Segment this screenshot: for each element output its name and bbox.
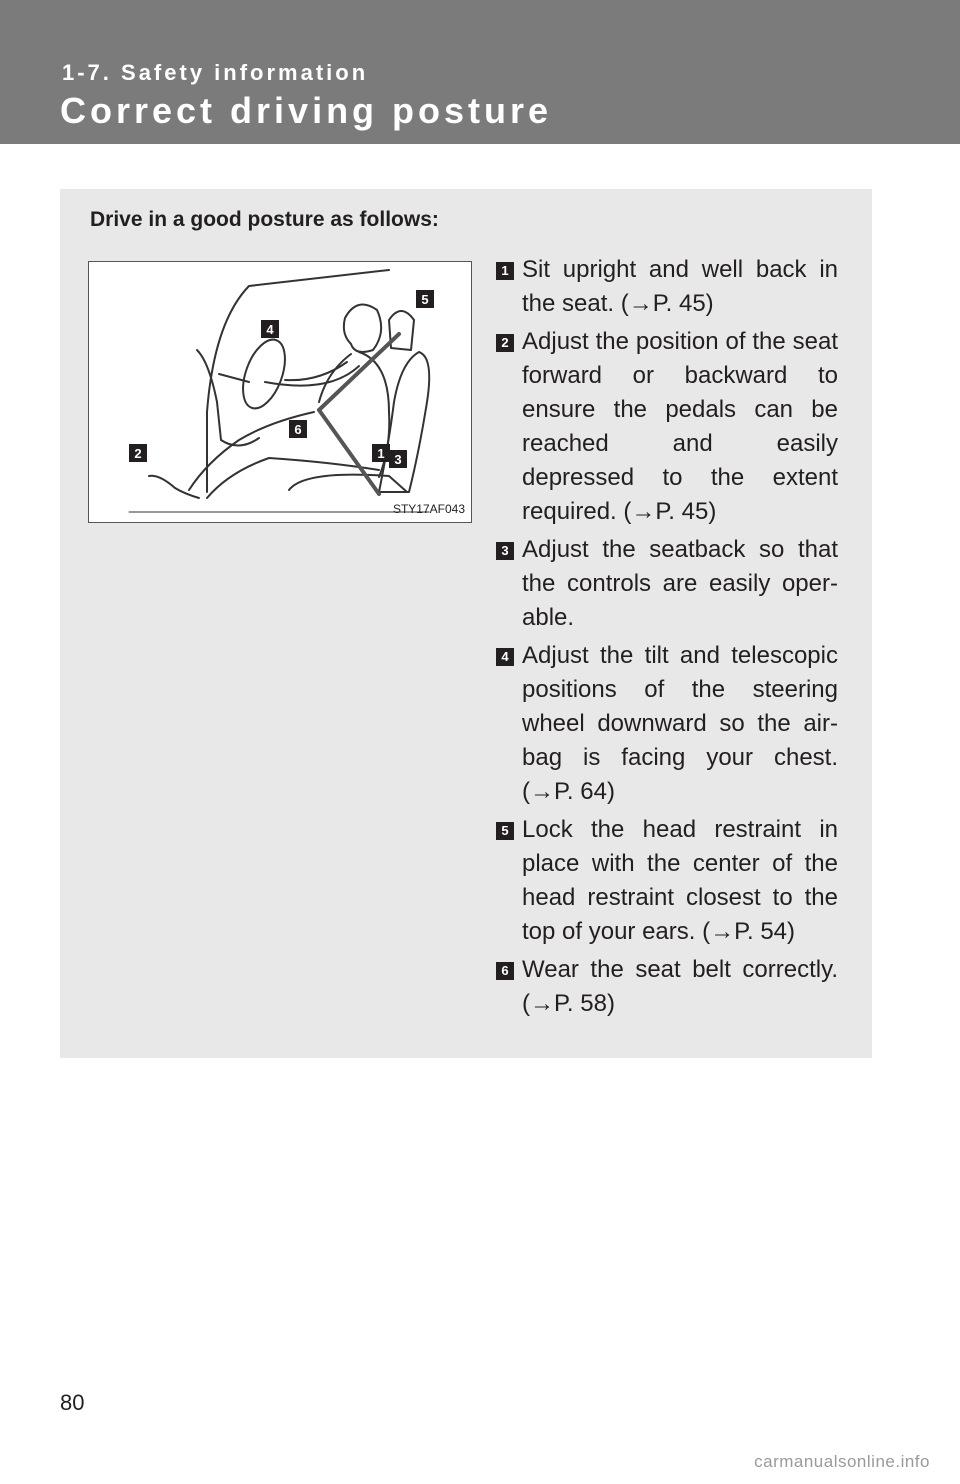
page-number: 80 (60, 1390, 85, 1415)
step-2 (496, 325, 838, 529)
watermark: carmanualsonline.info (754, 1452, 930, 1471)
figure-code: STY17AF043 (392, 502, 465, 516)
callout-3: 3 (394, 452, 402, 467)
step-text-2: Adjust the position of the seat forward or backward to ensure the pedals can be reached and easily depressed to the extent required. (→P. 45) (522, 328, 838, 525)
callout-6: 6 (294, 422, 302, 437)
step-1 (496, 253, 838, 321)
callout-2: 2 (134, 446, 142, 461)
step-number-2: 2 (496, 334, 514, 352)
content-panel (60, 189, 872, 1058)
section-label: 1-7. Safety information (62, 60, 369, 85)
step-text-1: Sit upright and well back in the seat. (→P. 45) (522, 256, 838, 317)
step-5 (496, 813, 838, 949)
callout-4: 4 (266, 322, 274, 337)
step-text-6: Wear the seat belt correctly. (→P. 58) (522, 956, 838, 1017)
step-3 (496, 533, 838, 635)
callout-5: 5 (421, 292, 429, 307)
step-number-1: 1 (496, 262, 514, 280)
page-header (0, 0, 960, 144)
step-text-4: Adjust the tilt and telescopic positions of the steering wheel downward so the air-bag is facing your chest. (→P. 64) (522, 642, 838, 805)
page-title: Correct driving posture (60, 90, 553, 131)
posture-illustration (88, 261, 472, 523)
step-number-5: 5 (496, 822, 514, 840)
step-4 (496, 639, 838, 809)
step-number-4: 4 (496, 648, 514, 666)
intro-text: Drive in a good posture as follows: (90, 208, 439, 231)
step-number-6: 6 (496, 962, 514, 980)
step-text-5: Lock the head restraint in place with the center of the head restraint closest to the top of your ears. (→P. 54) (522, 816, 838, 945)
callout-1: 1 (377, 446, 385, 461)
step-6 (496, 953, 838, 1021)
posture-steps (496, 253, 838, 1025)
step-text-3: Adjust the seatback so that the controls are easily oper-able. (522, 536, 838, 631)
step-number-3: 3 (496, 542, 514, 560)
driver-drawing (89, 262, 471, 522)
